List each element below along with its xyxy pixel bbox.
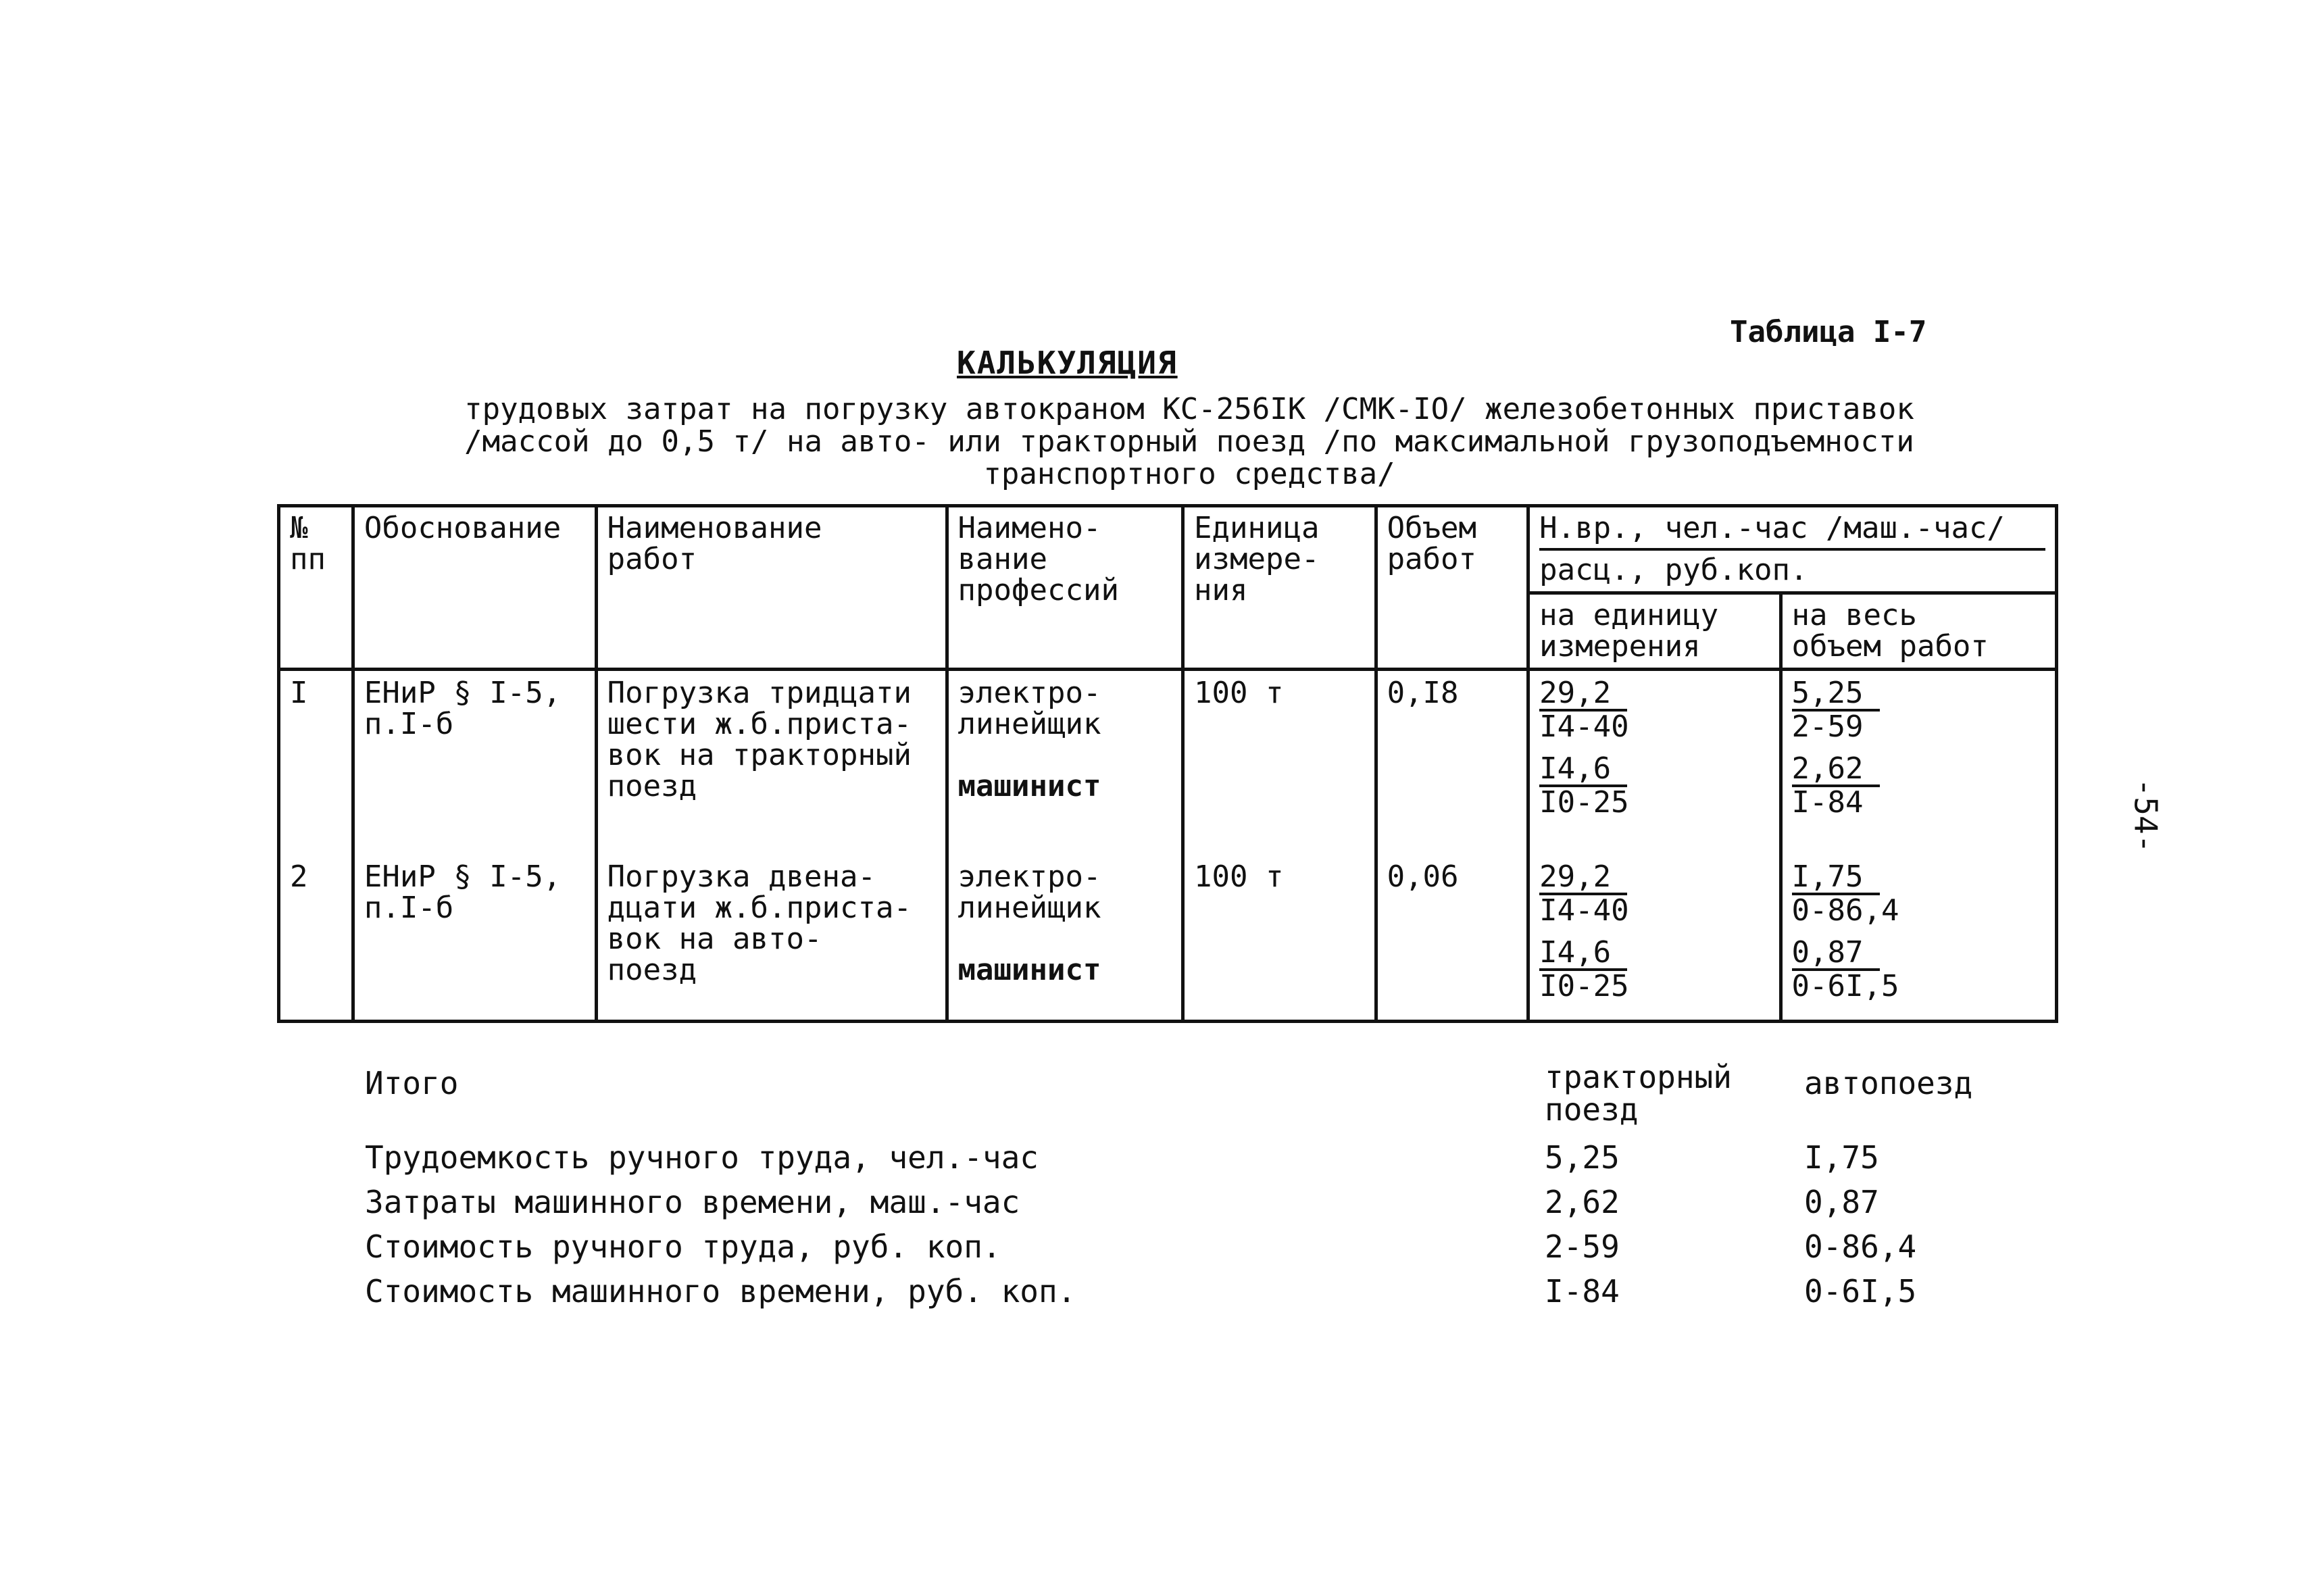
row-work: Погрузка двена- дцати ж.б.приста- вок на авто- поезд — [596, 834, 947, 1022]
row-volume: 0,I8 — [1376, 670, 1528, 835]
fraction — [1539, 753, 1769, 818]
profession-label: машинист — [957, 953, 1101, 987]
row-basis: ЕНиР § I-5, п.I-б — [353, 834, 596, 1022]
fraction — [1539, 937, 1769, 1002]
summary-col1-header: тракторный поезд — [1545, 1059, 1732, 1128]
table-row — [279, 670, 2057, 835]
header-unit: Единица измере- ния — [1183, 506, 1376, 670]
calculation-table — [277, 504, 2058, 1023]
summary-col2-header: автопоезд — [1804, 1065, 1973, 1101]
row-basis: ЕНиР § I-5, п.I-б — [353, 670, 596, 835]
header-per-total: на весь объем работ — [1781, 593, 2056, 670]
summary-line-label: Затраты машинного времени, маш.-час — [365, 1184, 1020, 1220]
row-per-total — [1781, 834, 2056, 1022]
row-unit: 100 т — [1183, 834, 1376, 1022]
summary-line-label: Стоимость ручного труда, руб. коп. — [365, 1228, 1001, 1265]
summary-line-v1: 2,62 — [1545, 1184, 1620, 1220]
fraction-num: 29,2 — [1539, 678, 1627, 712]
fraction-num: 29,2 — [1539, 862, 1627, 895]
summary-total-label: Итого — [365, 1065, 459, 1101]
fraction — [1539, 859, 1769, 928]
summary-line-v1: 2-59 — [1545, 1228, 1620, 1265]
row-work: Погрузка тридцати шести ж.б.приста- вок на тракторный поезд — [596, 670, 947, 835]
table-row — [279, 834, 2057, 1022]
document-subtitle: трудовых затрат на погрузку автокраном КС-256IК /СМК-IO/ железобетонных приставок /массой до 0,5 т/ на авто- или тракторный поезд /по максимальной грузоподъемности транспортного средства/ — [464, 392, 1914, 491]
fraction-den: I4-40 — [1539, 709, 1629, 744]
header-num: № пп — [279, 506, 353, 670]
header-basis: Обоснование — [353, 506, 596, 670]
profession-label: электро- линейщик — [957, 676, 1101, 741]
fraction-den: 2-59 — [1791, 709, 1864, 744]
row-num: I — [279, 670, 353, 835]
profession-label: машинист — [957, 769, 1101, 803]
fraction — [1791, 859, 2045, 928]
summary-line-v1: I-84 — [1545, 1273, 1620, 1310]
summary-lines — [365, 1135, 2054, 1314]
header-per-unit: на единицу измерения — [1528, 593, 1781, 670]
summary-line-label: Стоимость машинного времени, руб. коп. — [365, 1273, 1076, 1310]
row-num: 2 — [279, 834, 353, 1022]
fraction-den: I0-25 — [1539, 969, 1629, 1003]
page-number: -54- — [2127, 778, 2164, 853]
fraction-num: I4,6 — [1539, 937, 1627, 971]
row-professions — [947, 670, 1183, 835]
fraction-num: 0,87 — [1792, 937, 1880, 971]
summary-line-v2: 0-6I,5 — [1804, 1273, 1917, 1310]
document-title: КАЛЬКУЛЯЦИЯ — [957, 345, 1178, 381]
fraction — [1792, 937, 2045, 1002]
summary-line — [365, 1180, 2054, 1224]
header-norm — [1528, 506, 2057, 593]
header-profession: Наимено- вание профессий — [947, 506, 1183, 670]
fraction-num: I4,6 — [1539, 753, 1627, 787]
summary-line — [365, 1224, 2054, 1269]
fraction-num: I,75 — [1792, 862, 1880, 895]
fraction — [1539, 678, 1769, 743]
fraction-den: I-84 — [1791, 785, 1864, 820]
fraction-den: 0-6I,5 — [1791, 969, 1899, 1003]
fraction-num: 5,25 — [1792, 678, 1880, 712]
summary-line-v2: I,75 — [1804, 1139, 1879, 1176]
fraction — [1792, 678, 2045, 743]
fraction-den: I4-40 — [1539, 893, 1629, 928]
fraction-den: 0-86,4 — [1791, 893, 1899, 928]
header-volume: Объем работ — [1376, 506, 1528, 670]
header-norm-bottom: расц., руб.коп. — [1539, 553, 1808, 587]
header-work: Наименование работ — [596, 506, 947, 670]
row-per-unit — [1528, 670, 1781, 835]
summary-line-v2: 0-86,4 — [1804, 1228, 1917, 1265]
summary-line-label: Трудоемкость ручного труда, чел.-час — [365, 1139, 1039, 1176]
row-per-total — [1781, 670, 2056, 835]
row-professions — [947, 834, 1183, 1022]
fraction — [1792, 753, 2045, 818]
row-unit: 100 т — [1183, 670, 1376, 835]
summary-line-v2: 0,87 — [1804, 1184, 1879, 1220]
summary-line — [365, 1269, 2054, 1314]
profession-label: электро- линейщик — [957, 859, 1101, 925]
row-volume: 0,06 — [1376, 834, 1528, 1022]
fraction-num: 2,62 — [1792, 753, 1880, 787]
summary-line — [365, 1135, 2054, 1180]
header-norm-top: Н.вр., чел.-час /маш.-час/ — [1539, 513, 2045, 551]
fraction-den: I0-25 — [1539, 785, 1629, 820]
row-per-unit — [1528, 834, 1781, 1022]
table-label: Таблица I-7 — [1730, 315, 1927, 349]
summary-line-v1: 5,25 — [1545, 1139, 1620, 1176]
